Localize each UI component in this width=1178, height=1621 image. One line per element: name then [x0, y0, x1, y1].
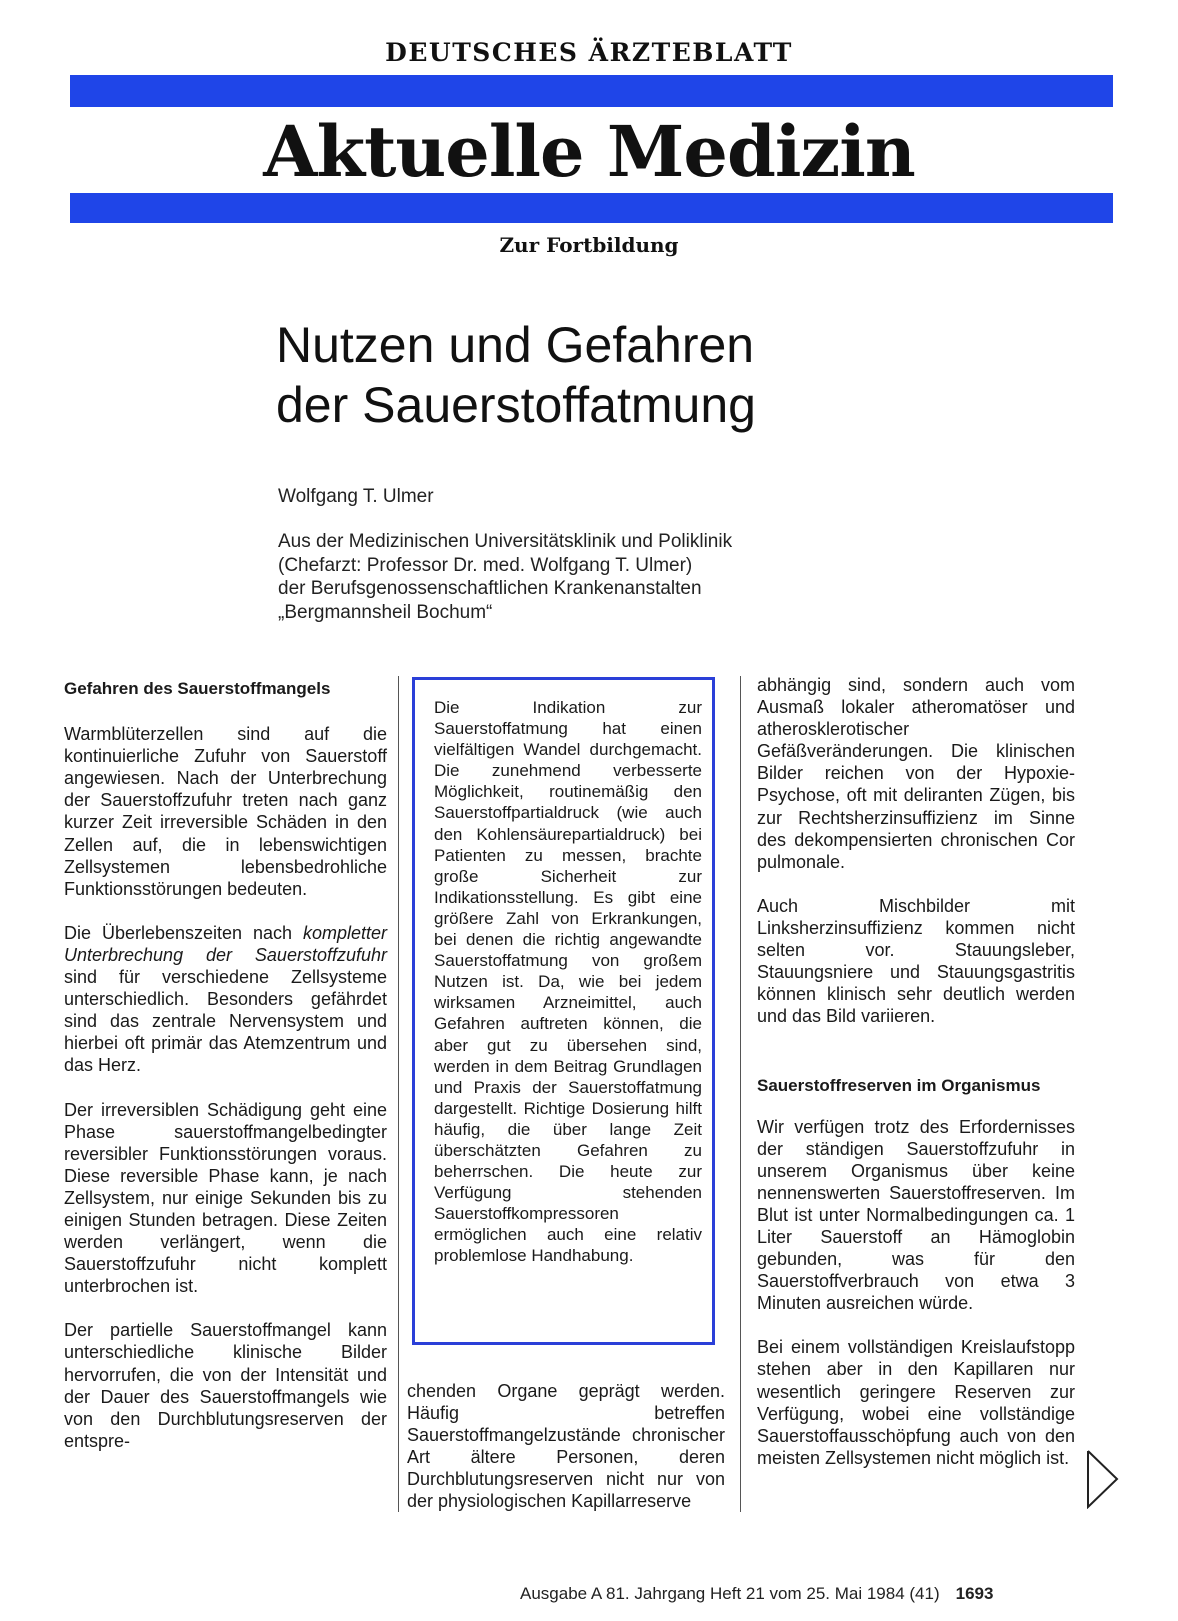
paragraph: Bei einem vollständigen Kreislaufstopp stehen aber in den Kapillaren nur wesentlich geringere Reserven zur Verfügung, wobei eine vollständige Sauerstoffausschöpfung auch von den meisten Zellsystemen nicht möglich ist. [757, 1337, 1075, 1468]
masthead-blue-bar [70, 75, 1113, 107]
section-heading: Gefahren des Sauerstoffmangels [64, 679, 331, 698]
paragraph: chenden Organe geprägt werden. Häufig betreffen Sauerstoffmangelzustände chronischer Art ältere Personen, deren Durchblutungsreserven nicht nur von der physiologischen Kapillarreserve [407, 1381, 725, 1512]
section-blue-bar [70, 193, 1113, 223]
affiliation-line: (Chefarzt: Professor Dr. med. Wolfgang T. Ulmer) [278, 554, 693, 576]
section-title: Aktuelle Medizin [263, 110, 915, 193]
paragraph: Auch Mischbilder mit Linksherzinsuffizienz kommen nicht selten vor. Stauungsleber, Stauungsniere und Stauungsgastritis können klinisch sehr deutlich werden und das Bild variieren. [757, 895, 1075, 1027]
paragraph: Der irreversiblen Schädigung geht eine Phase sauerstoffmangelbedingter reversibler Funktionsstörungen voraus. Diese reversible Phase kann, je nach Zellsystem, nur einige Sekunden bis zu einigen Stunden betragen. Diese Zeiten werden verlängert, wenn die Sauerstoffzufuhr nicht komplett unterbrochen ist. [64, 1099, 387, 1297]
paragraph: abhängig sind, sondern auch vom Ausmaß lokaler atheromatöser und atherosklerotischer Gefäßveränderungen. Die klinischen Bilder reichen von der Hypoxie-Psychose, oft mit deliranten Zügen, bis zur Rechtsherzinsuffizienz im Sinne des dekompensierten chronischen Cor pulmonale. [757, 675, 1075, 872]
next-page-arrow-icon[interactable] [1086, 1449, 1120, 1509]
emphasized-text: kompletter Unterbrechung der Sauerstoffzufuhr [64, 922, 387, 965]
affiliation-line: „Bergmannsheil Bochum“ [278, 601, 493, 623]
article-author: Wolfgang T. Ulmer [278, 486, 434, 507]
article-title-line: Nutzen und Gefahren [276, 317, 755, 373]
affiliation-line: der Berufsgenossenschaftlichen Krankenanstalten [278, 578, 702, 599]
text-column-right [757, 674, 1075, 1491]
journal-masthead: DEUTSCHES ÄRZTEBLATT [385, 38, 793, 67]
paragraph: Warmblüterzellen sind auf die kontinuierliche Zufuhr von Sauerstoff angewiesen. Nach der Unterbrechung der Sauerstoffzufuhr treten nach ganz kurzer Zeit irreversible Schäden in den Zellen auf, die in lebenswichtigen Zellsystemen lebensbedrohliche Funktionsstörungen bedeuten. [64, 724, 387, 899]
author-affiliation [278, 530, 732, 624]
article-title [276, 315, 1076, 435]
section-heading: Sauerstoffreserven im Organismus [757, 1076, 1041, 1096]
page-footer [520, 1584, 993, 1604]
affiliation-line: Aus der Medizinischen Universitätsklinik und Poliklinik [278, 531, 733, 552]
text-column-left [64, 678, 387, 1474]
rubric-label: Zur Fortbildung [499, 233, 679, 257]
paragraph: Die Überlebenszeiten nach kompletter Unterbrechung der Sauerstoffzufuhr sind für verschiedene Zellsysteme unterschiedlich. Besonders gefährdet sind das zentrale Nervensystem und hierbei oft primär das Atemzentrum und das Herz. [64, 922, 387, 1076]
paragraph: Wir verfügen trotz des Erfordernisses der ständigen Sauerstoffzufuhr in unserem Organismus über keine nennenswerten Sauerstoffreserven. Im Blut ist unter Normalbedingungen ca. 1 Liter Sauerstoff an Hämoglobin gebunden, was für den Sauerstoffverbrauch von etwa 3 Minuten ausreichen würde. [757, 1116, 1075, 1314]
article-title-line: der Sauerstoffatmung [276, 377, 756, 433]
issue-info: Ausgabe A 81. Jahrgang Heft 21 vom 25. Mai 1984 (41) [520, 1584, 940, 1603]
abstract-text: Die Indikation zur Sauerstoffatmung hat einen vielfältigen Wandel durchgemacht. Die zunehmend verbesserte Möglichkeit, routinemäßig den Sauerstoffpartialdruck (wie auch den Kohlensäurepartialdruck) bei Patienten zu messen, brachte große Sicherheit zur Indikationsstellung. Es gibt eine größere Zahl von Erkrankungen, bei denen die richtig angewandte Sauerstoffatmung von großem Nutzen ist. Da, wie bei jedem wirksamen Arzneimittel, auch Gefahren auftreten können, die aber gut zu übersehen sind, werden in dem Beitrag Grundlagen und Praxis der Sauerstoffatmung dargestellt. Richtige Dosierung hilft häufig, die über lange Zeit überschätzten Gefahren zu beherrschen. Die heute zur Verfügung stehenden Sauerstoffkompressoren ermöglichen auch eine relativ problemlose Handhabung. [434, 698, 702, 1266]
column-divider [398, 676, 399, 1512]
page-number: 1693 [955, 1584, 994, 1603]
text-column-middle [407, 1380, 725, 1535]
paragraph: Der partielle Sauerstoffmangel kann unterschiedliche klinische Bilder hervorrufen, die von der Intensität und der Dauer des Sauerstoffmangels wie von den Durchblutungsreserven der entspre- [64, 1320, 387, 1451]
column-divider [740, 676, 741, 1512]
